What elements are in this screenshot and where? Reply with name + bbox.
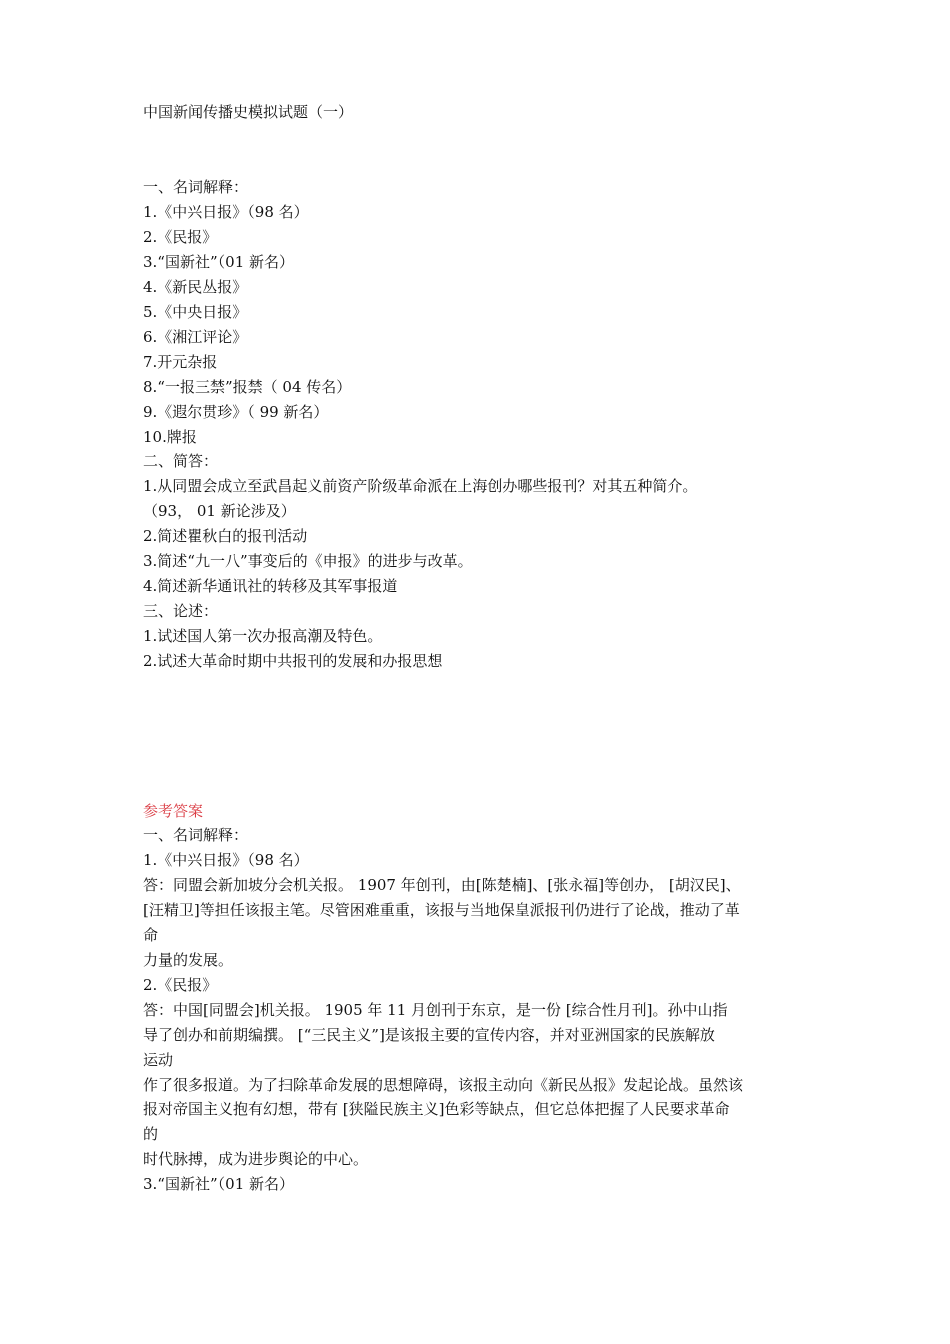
text-line: 1.《中兴日报》（98 名） xyxy=(143,850,309,869)
text-line: 报对帝国主义抱有幻想，带有 [狭隘民族主义]色彩等缺点，但它总体把握了人民要求革命 xyxy=(143,1100,730,1119)
text-line: 8.“一报三禁”报禁（ 04 传名） xyxy=(143,377,352,396)
text-line: 2.简述瞿秋白的报刊活动 xyxy=(143,527,308,546)
text-line: 的 xyxy=(143,1125,159,1144)
text-line: 5.《中央日报》 xyxy=(143,302,248,321)
text-line: 1.试述国人第一次办报高潮及特色。 xyxy=(143,627,383,646)
text-line: 3.“国新社”（01 新名） xyxy=(143,252,295,271)
text-line: [汪精卫]等担任该报主笔。尽管困难重重，该报与当地保皇派报刊仍进行了论战，推动了革 xyxy=(143,900,740,919)
text-line: 1.从同盟会成立至武昌起义前资产阶级革命派在上海创办哪些报刊？对其五种简介。 xyxy=(143,477,698,496)
text-line: 三、论述： xyxy=(143,602,219,621)
text-line: 答：同盟会新加坡分会机关报。 1907 年创刊，由[陈楚楠]、[张永福]等创办， [胡汉民]、 xyxy=(143,875,741,894)
text-line: 答：中国[同盟会]机关报。 1905 年 11 月创刊于东京，是一份 [综合性月刊]。孙中山指 xyxy=(143,1000,728,1019)
text-line: 一、名词解释： xyxy=(143,178,249,196)
text-line: 4.《新民丛报》 xyxy=(143,277,248,296)
text-line: 一、名词解释： xyxy=(143,826,249,844)
text-line: 运动 xyxy=(143,1050,174,1069)
text-line: 力量的发展。 xyxy=(143,950,234,969)
text-line: 作了很多报道。为了扫除革命发展的思想障碍，该报主动向《新民丛报》发起论战。虽然该 xyxy=(143,1075,744,1094)
text-line: 2.试述大革命时期中共报刊的发展和办报思想 xyxy=(143,652,443,671)
text-line: 时代脉搏，成为进步舆论的中心。 xyxy=(143,1150,369,1169)
text-line: 2.《民报》 xyxy=(143,227,218,246)
text-line: 命 xyxy=(143,925,159,944)
text-line: 2.《民报》 xyxy=(143,975,218,994)
text-line: 1.《中兴日报》（98 名） xyxy=(143,202,309,221)
text-line: 10.牌报 xyxy=(143,427,197,446)
text-line: 3.简述“九一八”事变后的《申报》的进步与改革。 xyxy=(143,552,473,571)
text-line: 二、简答： xyxy=(143,452,219,471)
text-line: 4.简述新华通讯社的转移及其军事报道 xyxy=(143,577,398,596)
text-line: 3.“国新社”（01 新名） xyxy=(143,1175,295,1194)
text-line: 7.开元杂报 xyxy=(143,352,218,371)
document-title: 中国新闻传播史模拟试题（一） xyxy=(143,103,354,121)
text-line: 导了创办和前期编撰。 [“三民主义”]是该报主要的宣传内容，并对亚洲国家的民族解放 xyxy=(143,1025,715,1044)
answers-heading: 参考答案 xyxy=(143,802,204,820)
text-line: （93， 01 新论涉及） xyxy=(143,502,296,521)
text-line: 6.《湘江评论》 xyxy=(143,327,248,346)
text-line: 9.《遐尔贯珍》（ 99 新名） xyxy=(143,402,329,421)
